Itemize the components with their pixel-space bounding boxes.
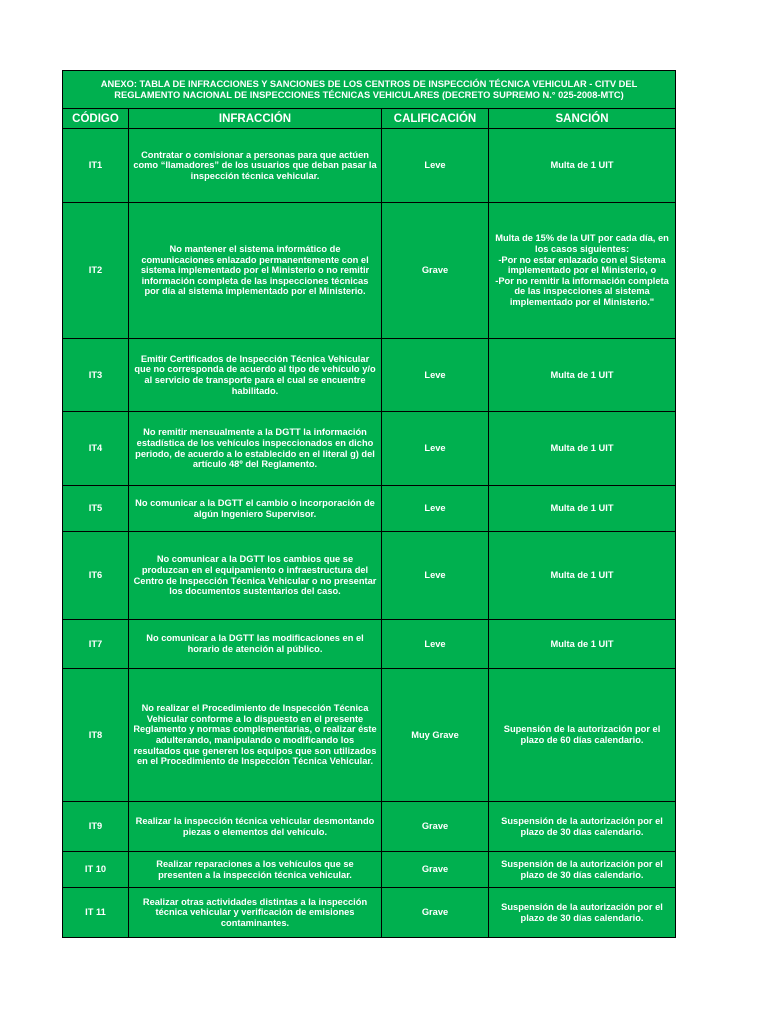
row-infraccion: Realizar reparaciones a los vehículos que se presenten a la inspección técnica vehicular. bbox=[129, 852, 382, 888]
row-infraccion: Emitir Certificados de Inspección Técnica Vehicular que no corresponda de acuerdo al tipo de vehículo y/o al servicio de transporte para el cual se encuentre habilitado. bbox=[129, 339, 382, 412]
row-sancion: Multa de 1 UIT bbox=[489, 339, 676, 412]
row-sancion: Multa de 1 UIT bbox=[489, 620, 676, 669]
row-sancion: Supensión de la autorización por el plazo de 60 días calendario. bbox=[489, 669, 676, 802]
row-codigo: IT 10 bbox=[63, 852, 129, 888]
table-row bbox=[63, 129, 676, 203]
row-codigo: IT7 bbox=[63, 620, 129, 669]
header-codigo: CÓDIGO bbox=[63, 109, 129, 129]
row-codigo: IT 11 bbox=[63, 888, 129, 938]
row-infraccion: Realizar la inspección técnica vehicular desmontando piezas o elementos del vehículo. bbox=[129, 802, 382, 852]
row-sancion: Multa de 1 UIT bbox=[489, 412, 676, 486]
table-row bbox=[63, 412, 676, 486]
header-sancion: SANCIÓN bbox=[489, 109, 676, 129]
table-row bbox=[63, 888, 676, 938]
row-codigo: IT6 bbox=[63, 532, 129, 620]
row-codigo: IT1 bbox=[63, 129, 129, 203]
row-codigo: IT8 bbox=[63, 669, 129, 802]
row-calificacion: Grave bbox=[382, 888, 489, 938]
row-infraccion: No comunicar a la DGTT los cambios que se produzcan en el equipamiento o infraestructura del Centro de Inspección Técnica Vehicular o no presentar los documentos sustentarios del caso. bbox=[129, 532, 382, 620]
table-row bbox=[63, 203, 676, 339]
header-infraccion: INFRACCIÓN bbox=[129, 109, 382, 129]
table-row bbox=[63, 532, 676, 620]
row-sancion: Suspensión de la autorización por el plazo de 30 días calendario. bbox=[489, 802, 676, 852]
table-title-row bbox=[63, 71, 676, 109]
row-calificacion: Grave bbox=[382, 802, 489, 852]
row-codigo: IT2 bbox=[63, 203, 129, 339]
table-row bbox=[63, 852, 676, 888]
table-row bbox=[63, 802, 676, 852]
row-codigo: IT4 bbox=[63, 412, 129, 486]
table-row bbox=[63, 669, 676, 802]
row-infraccion: Realizar otras actividades distintas a la inspección técnica vehicular y verificación de emisiones contaminantes. bbox=[129, 888, 382, 938]
row-sancion: Suspensión de la autorización por el plazo de 30 días calendario. bbox=[489, 852, 676, 888]
table-row bbox=[63, 620, 676, 669]
row-sancion: Multa de 15% de la UIT por cada día, en los casos siguientes: -Por no estar enlazado con el Sistema implementado por el Ministerio, o -Por no remitir la información completa de las inspecciones al sistema implementado por el Ministerio." bbox=[489, 203, 676, 339]
row-calificacion: Muy Grave bbox=[382, 669, 489, 802]
row-sancion: Multa de 1 UIT bbox=[489, 532, 676, 620]
table-row bbox=[63, 486, 676, 532]
row-calificacion: Grave bbox=[382, 852, 489, 888]
row-calificacion: Leve bbox=[382, 339, 489, 412]
row-calificacion: Leve bbox=[382, 129, 489, 203]
row-codigo: IT5 bbox=[63, 486, 129, 532]
row-infraccion: No comunicar a la DGTT el cambio o incorporación de algún Ingeniero Supervisor. bbox=[129, 486, 382, 532]
row-sancion: Suspensión de la autorización por el plazo de 30 días calendario. bbox=[489, 888, 676, 938]
table-row bbox=[63, 339, 676, 412]
row-calificacion: Leve bbox=[382, 412, 489, 486]
infractions-table bbox=[62, 70, 676, 938]
header-calificacion: CALIFICACIÓN bbox=[382, 109, 489, 129]
row-sancion: Multa de 1 UIT bbox=[489, 486, 676, 532]
row-infraccion: No comunicar a la DGTT las modificaciones en el horario de atención al público. bbox=[129, 620, 382, 669]
row-infraccion: No realizar el Procedimiento de Inspección Técnica Vehicular conforme a lo dispuesto en el presente Reglamento y normas complementarias, o realizar éste adulterando, manipulando o modificando los resultados que generen los equipos que son utilizados en el Procedimiento de Inspección Técnica Vehicular. bbox=[129, 669, 382, 802]
table-header-row bbox=[63, 109, 676, 129]
row-infraccion: No mantener el sistema informático de comunicaciones enlazado permanentemente con el sistema implementado por el Ministerio o no remitir información completa de las inspecciones técnicas por día al sistema implementado por el Ministerio. bbox=[129, 203, 382, 339]
table-title: ANEXO: TABLA DE INFRACCIONES Y SANCIONES DE LOS CENTROS DE INSPECCIÓN TÉCNICA VEHICULAR - CITV DEL REGLAMENTO NACIONAL DE INSPECCIONES TÉCNICAS VEHICULARES (DECRETO SUPREMO N.° 025-2008-MTC) bbox=[63, 71, 676, 109]
row-calificacion: Grave bbox=[382, 203, 489, 339]
row-codigo: IT9 bbox=[63, 802, 129, 852]
row-calificacion: Leve bbox=[382, 486, 489, 532]
row-infraccion: Contratar o comisionar a personas para que actúen como “llamadores” de los usuarios que deban pasar la inspección técnica vehicular. bbox=[129, 129, 382, 203]
row-sancion: Multa de 1 UIT bbox=[489, 129, 676, 203]
row-codigo: IT3 bbox=[63, 339, 129, 412]
row-infraccion: No remitir mensualmente a la DGTT la información estadística de los vehículos inspeccionados en dicho periodo, de acuerdo a lo establecido en el literal g) del artículo 48º del Reglamento. bbox=[129, 412, 382, 486]
row-calificacion: Leve bbox=[382, 620, 489, 669]
row-calificacion: Leve bbox=[382, 532, 489, 620]
